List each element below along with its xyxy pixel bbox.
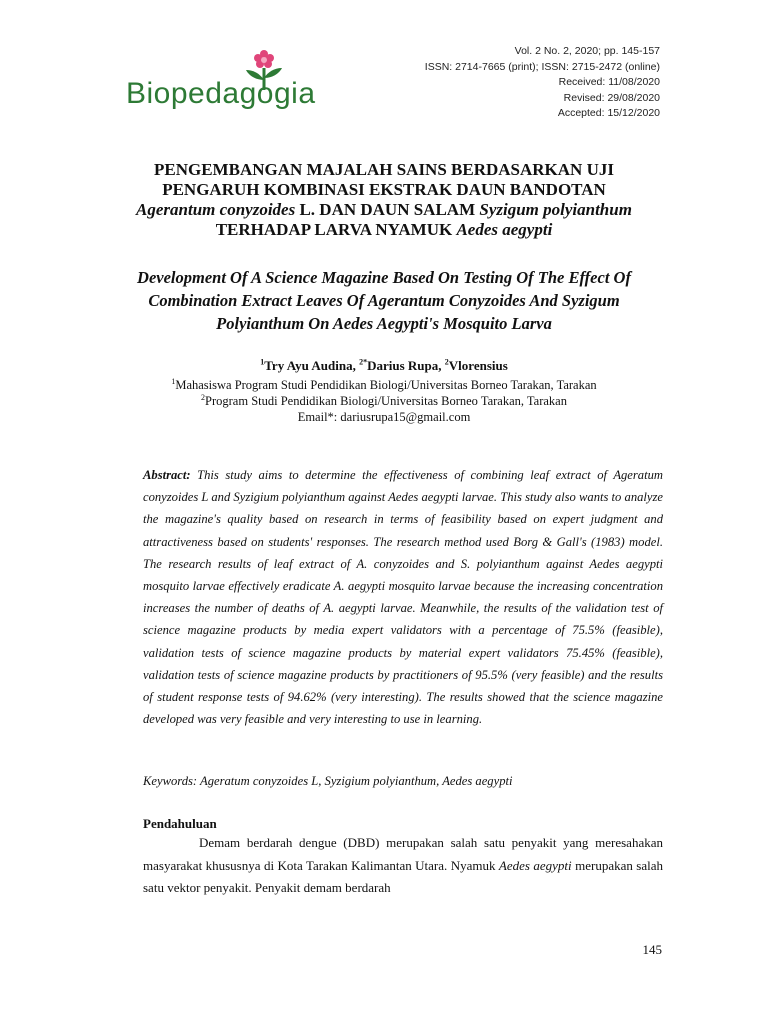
page-number: 145 (642, 942, 662, 957)
title-id-line4-text: TERHADAP LARVA NYAMUK (215, 220, 457, 239)
title-id-line3-mid: L. DAN DAUN SALAM (295, 200, 480, 219)
journal-metadata (425, 44, 660, 122)
title-id-line1: PENGEMBANGAN MAJALAH SAINS BERDASARKAN UJI (154, 160, 614, 179)
abstract (143, 464, 663, 730)
issn-line: ISSN: 2714-7665 (print); ISSN: 2715-2472 (online) (424, 60, 660, 73)
intro-paragraph (143, 832, 663, 900)
volume-line: Vol. 2 No. 2, 2020; pp. 145-157 (514, 45, 660, 57)
received-date: Received: 11/08/2020 (558, 76, 660, 88)
title-indonesian (120, 160, 648, 240)
affiliations (120, 377, 648, 425)
affiliation-2 (120, 393, 648, 409)
abstract-text: This study aims to determine the effectiveness of combining leaf extract of Ageratum conyzoides L and Syzigium polyianthum against Aedes aegypti larvae. This study also wants to analyze the magazine's quality based on research in terms of feasibility based on expert judgment and attractiveness based on students' responses. The research method used Borg & Gall's (1983) model. The research results of leaf extract of A. conyzoides and S. polyianthum against Aedes aegypti mosquito larvae effectively eradicate A. aegypti mosquito larvae because the increasing concentration increases the number of deaths of A. aegypti larvae. Meanwhile, the results of the validation test of science magazine products by media expert validators with a percentage of 75.5% (feasible), validation tests of science magazine products by material expert validators 75.45% (feasible), validation tests of science magazine products by practitioners of 95.5% (very feasible) and the results of student response tests of 94.62% (very interesting). The results showed that the science magazine developed was very feasible and very interesting to use in learning. (143, 468, 663, 727)
corresponding-email: Email*: dariusrupa15@gmail.com (297, 410, 471, 424)
journal-logo-text: Biopedagogia (126, 77, 316, 110)
species-name-a: Agerantum conyzoides (136, 200, 296, 219)
abstract-label: Abstract: (143, 468, 191, 482)
species-name-b: Syzigum polyianthum (479, 200, 632, 219)
title-en-line1: Development Of A Science Magazine Based On Testing Of The Effect Of (137, 268, 631, 287)
author2-sup: 2* (359, 357, 368, 367)
journal-logo (126, 48, 316, 118)
author-list (120, 358, 648, 374)
section-heading: Pendahuluan (143, 816, 217, 831)
affiliation-1 (120, 377, 648, 393)
aff1-sup: 1 (171, 376, 176, 386)
author2-name: Darius Rupa, (367, 358, 445, 373)
keywords: Keywords: Ageratum conyzoides L, Syzigium polyianthum, Aedes aegypti (143, 774, 513, 788)
title-id-line2: PENGARUH KOMBINASI EKSTRAK DAUN BANDOTAN (162, 180, 606, 199)
intro-text-a: Demam berdarah dengue (DBD) merupakan salah satu penyakit yang meresahakan masyarakat khususnya di Kota Tarakan Kalimantan Utara. Nyamuk (143, 835, 663, 873)
author3-name: Vlorensius (448, 358, 508, 373)
title-id-line3 (120, 200, 648, 220)
author1-sup: 1 (260, 357, 265, 367)
accepted-date: Accepted: 15/12/2020 (557, 107, 660, 119)
species-name-c: Aedes aegypti (456, 220, 553, 239)
aff2-sup: 2 (201, 392, 206, 402)
title-english (120, 266, 648, 335)
title-id-line4 (120, 220, 648, 240)
author1-name: Try Ayu Audina, (264, 358, 360, 373)
aff1-text: Mahasiswa Program Studi Pendidikan Biologi/Universitas Borneo Tarakan, Tarakan (175, 378, 597, 392)
revised-date: Revised: 29/08/2020 (563, 91, 660, 104)
title-en-line2: Combination Extract Leaves Of Agerantum Conyzoides And Syzigum (148, 291, 620, 310)
aff2-text: Program Studi Pendidikan Biologi/Universitas Borneo Tarakan, Tarakan (205, 394, 567, 408)
intro-text-b: merupakan salah satu vektor penyakit. Penyakit demam berdarah (143, 857, 664, 895)
intro-species: Aedes aegypti (498, 857, 572, 873)
author3-sup: 2 (444, 357, 449, 367)
title-en-line3: Polyianthum On Aedes Aegypti's Mosquito Larva (216, 314, 552, 333)
